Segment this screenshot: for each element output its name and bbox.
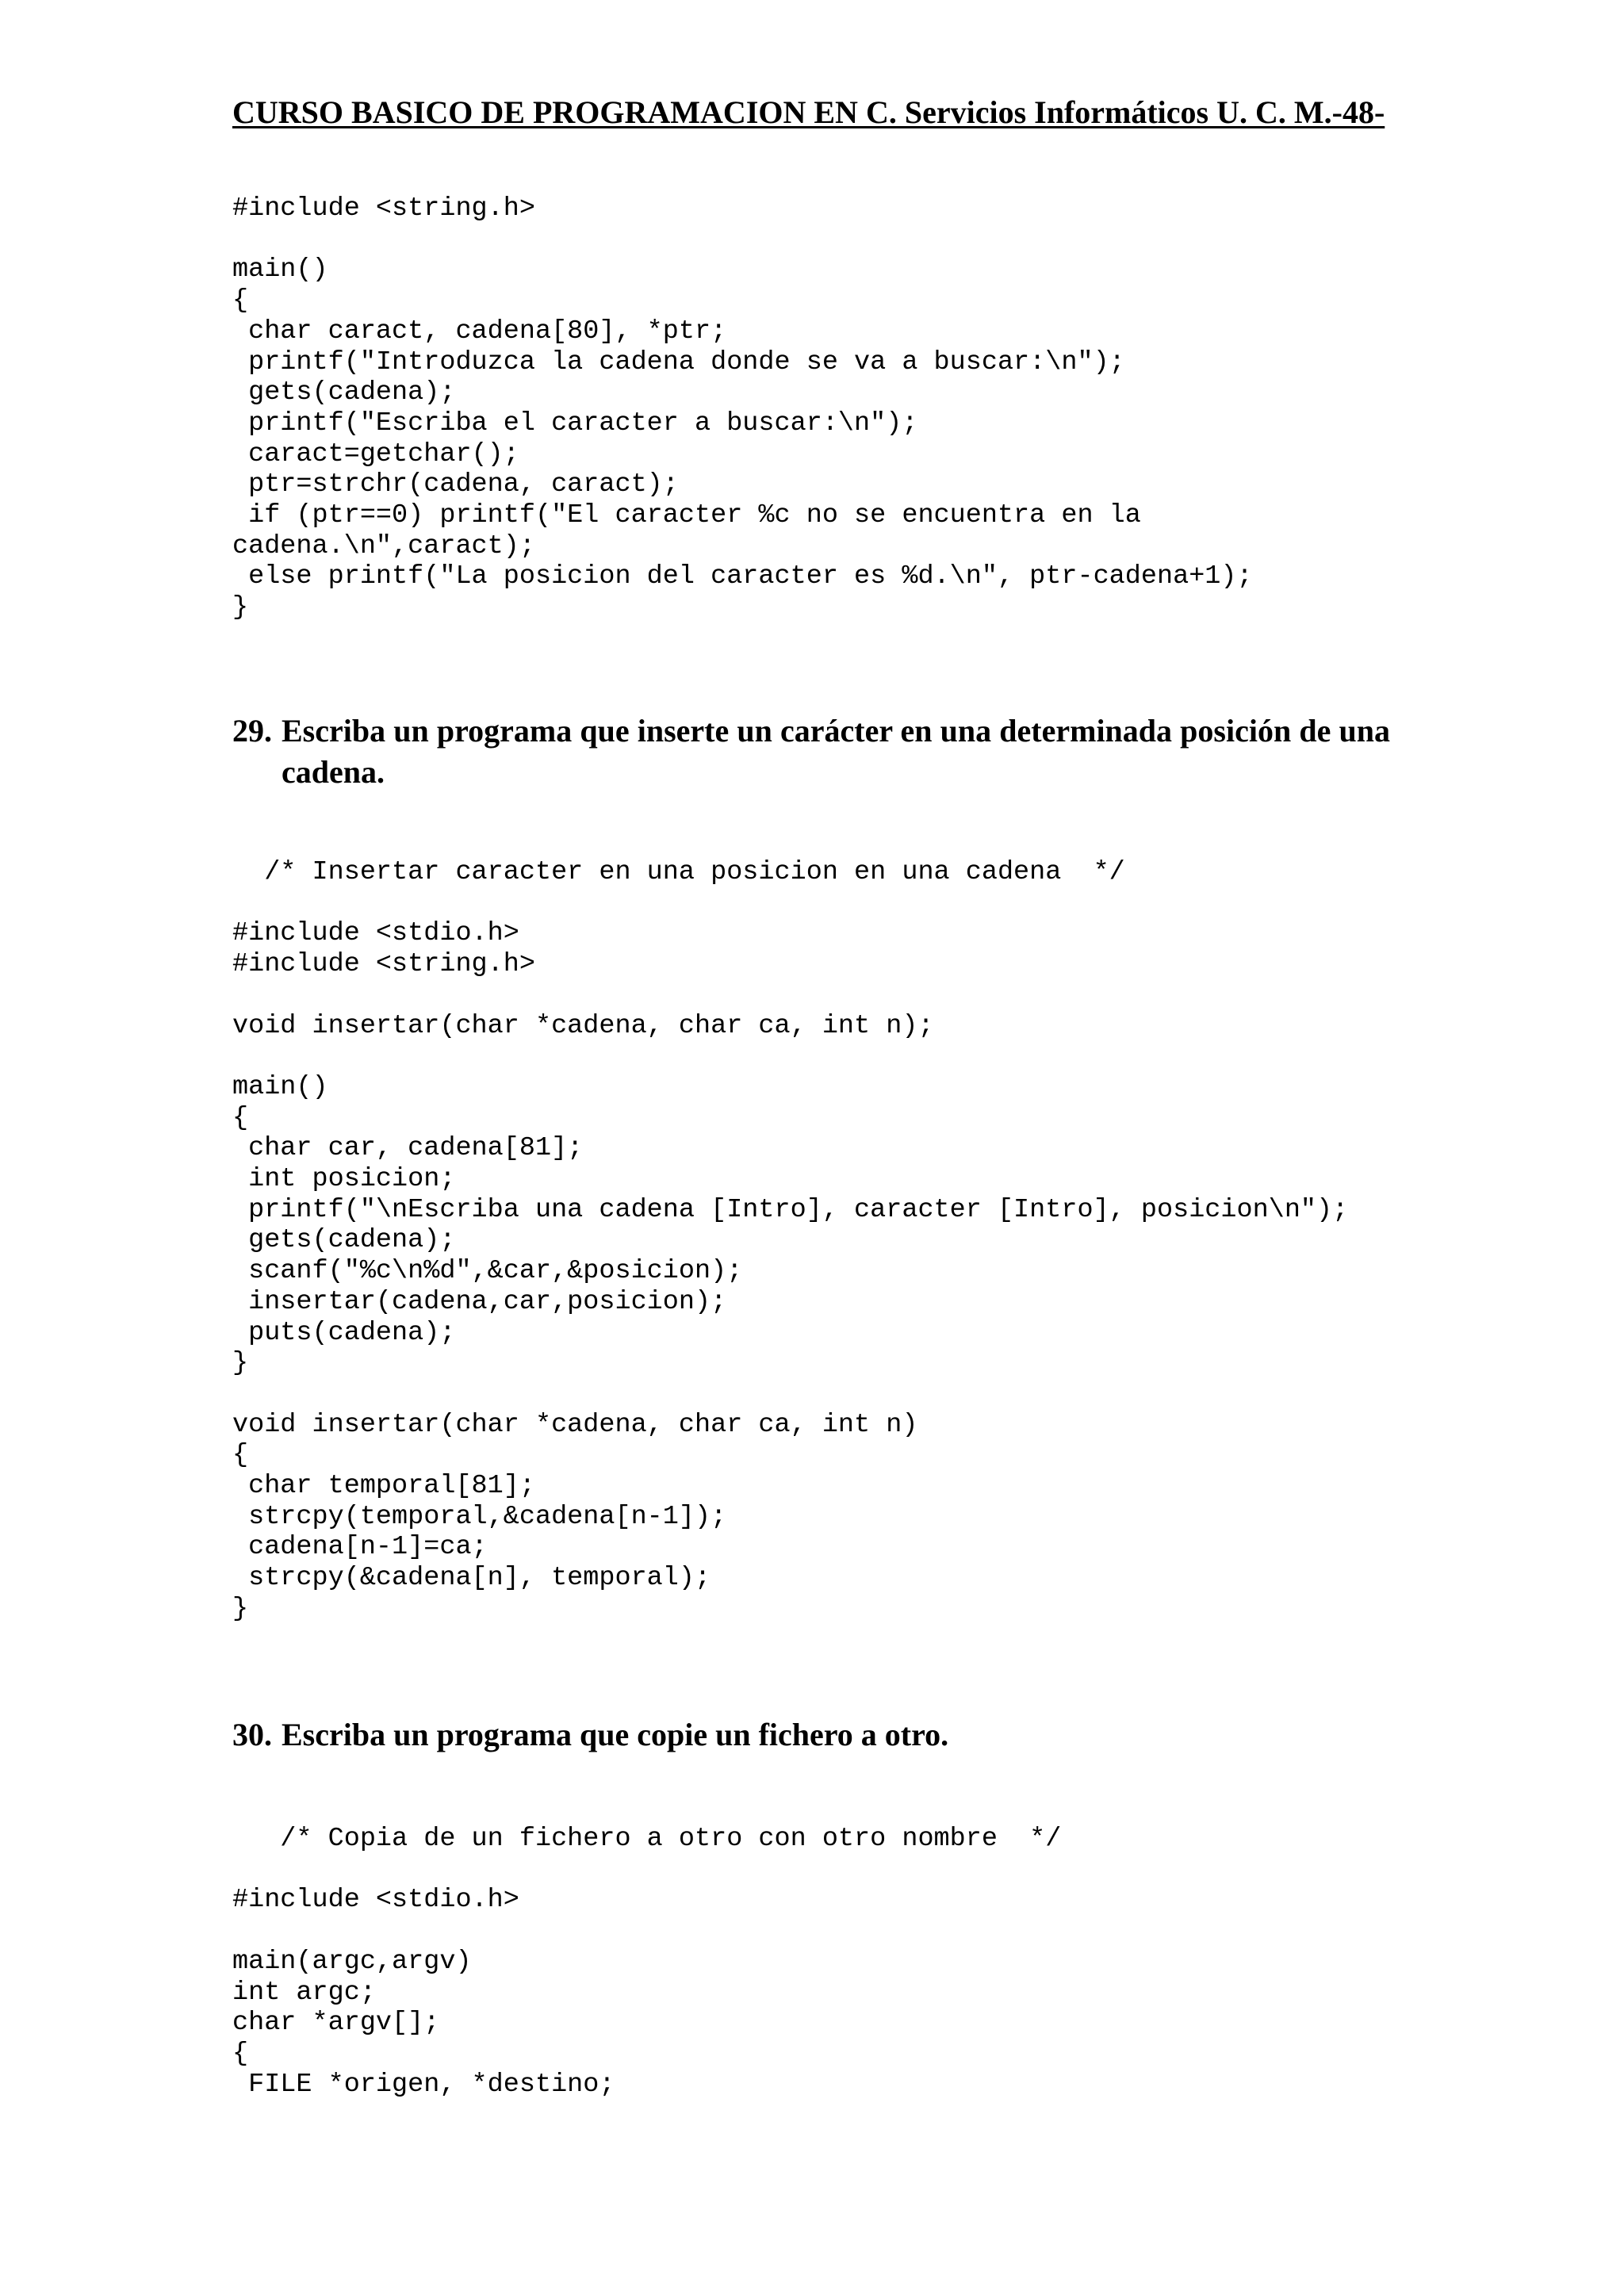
- exercise-29-title: Escriba un programa que inserte un carácter en una determinada posición de una cadena.: [282, 713, 1390, 790]
- exercise-30-number: 30.: [232, 1717, 272, 1752]
- exercise-29-number: 29.: [232, 713, 272, 749]
- code-block-copy-file: /* Copia de un fichero a otro con otro nombre */ #include <stdio.h> main(argc,argv) int argc; char *argv[]; { FILE *origen, *destino;: [232, 1824, 1062, 2100]
- code-block-insert-char: /* Insertar caracter en una posicion en una cadena */ #include <stdio.h> #include <string.h> void insertar(char *cadena, char ca, int n); main() { char car, cadena[81]; int posicion; printf("\nEscriba una cadena [Intro], caracter [Intro], posicion\n"); gets(cadena); scanf("%c\n%d",&car,&posicion); insertar(cadena,car,posicion); puts(cadena); } void insertar(char *cadena, char ca, int n) { char temporal[81]; strcpy(temporal,&cadena[n-1]); cadena[n-1]=ca; strcpy(&cadena[n], temporal); }: [232, 857, 1349, 1624]
- exercise-30-heading: [232, 1714, 1390, 1756]
- exercise-29-heading: [232, 710, 1390, 793]
- exercise-30-title: Escriba un programa que copie un fichero a otro.: [282, 1717, 949, 1752]
- page-header: CURSO BASICO DE PROGRAMACION EN C. Servicios Informáticos U. C. M.-48-: [232, 94, 1385, 130]
- code-block-search-char: #include <string.h> main() { char caract, cadena[80], *ptr; printf("Introduzca la cadena donde se va a buscar:\n"); gets(cadena); printf("Escriba el caracter a buscar:\n"); caract=getchar(); ptr=strchr(cadena, caract); if (ptr==0) printf("El caracter %c no se encuentra en la cadena.\n",caract); else printf("La posicion del caracter es %d.\n", ptr-cadena+1); }: [232, 193, 1253, 623]
